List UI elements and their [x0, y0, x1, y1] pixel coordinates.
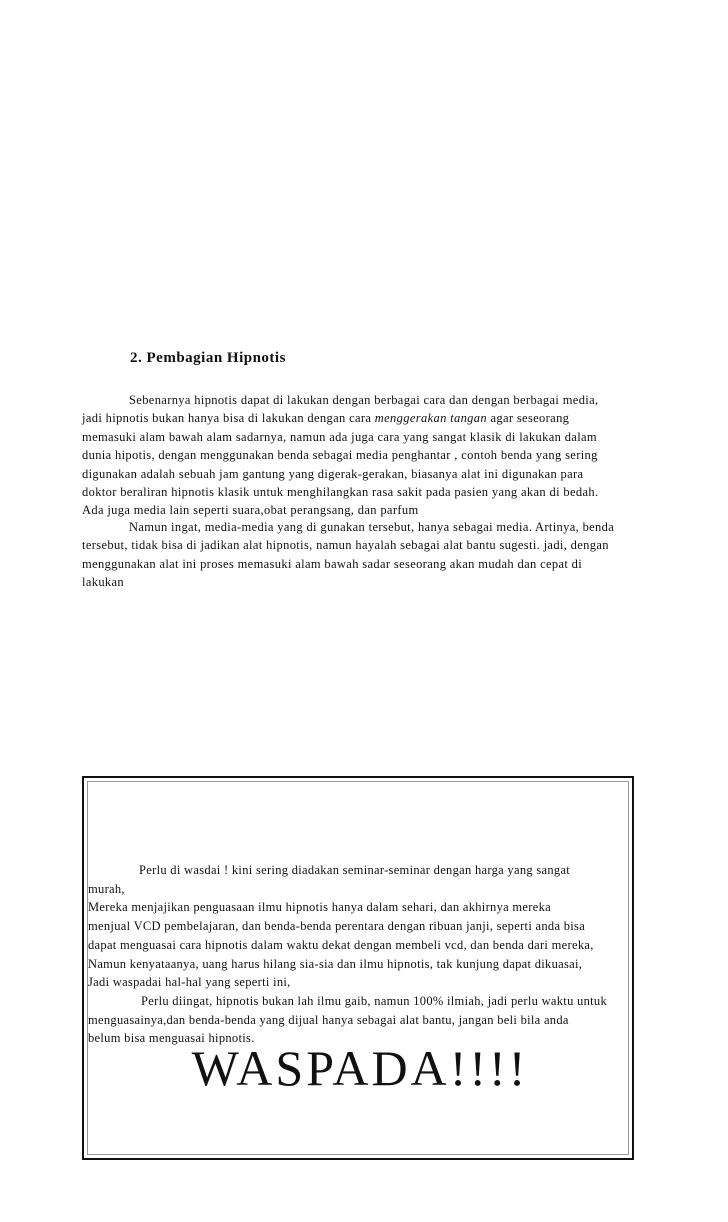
paragraph-line: Namun ingat, media-media yang di gunakan tersebut, hanya sebagai media. Artinya, benda	[129, 520, 615, 534]
notice-line: dapat menguasai cara hipnotis dalam waktu dekat dengan membeli vcd, dan benda dari mereka,	[88, 937, 594, 952]
notice-line: Perlu diingat, hipnotis bukan lah ilmu gaib, namun 100% ilmiah, jadi perlu waktu untuk	[141, 993, 608, 1008]
paragraph-2	[82, 518, 648, 592]
paragraph-line: Ada juga media lain seperti suara,obat perangsang, dan parfum	[82, 503, 419, 518]
paragraph-line: doktor beraliran hipnotis klasik untuk menghilangkan rasa sakit pada pasien yang akan di bedah.	[82, 485, 599, 500]
notice-line: Mereka menjajikan penguasaan ilmu hipnotis hanya dalam sehari, dan akhirnya mereka	[88, 900, 551, 915]
notice-line: Perlu di wasdai ! kini sering diadakan seminar-seminar dengan harga yang sangat	[139, 863, 571, 877]
notice-line: belum bisa menguasai hipnotis.	[88, 1031, 255, 1046]
paragraph-1	[82, 391, 648, 520]
paragraph-line: lakukan	[82, 575, 125, 590]
paragraph-line: tersebut, tidak bisa di jadikan alat hipnotis, namun hayalah sebagai alat bantu sugesti. jadi, dengan	[82, 538, 609, 553]
paragraph-line: memasuki alam bawah alam sadarnya, namun ada juga cara yang sangat klasik di lakukan dalam	[82, 429, 598, 444]
notice-text	[88, 861, 648, 1048]
notice-line: menguasainya,dan benda-benda yang dijual hanya sebagai alat bantu, jangan beli bila anda	[88, 1012, 569, 1027]
notice-line: menjual VCD pembelajaran, dan benda-benda perentara dengan ribuan janji, seperti anda bisa	[88, 919, 586, 934]
section-heading: 2. Pembagian Hipnotis	[130, 350, 286, 366]
paragraph-line: dunia hipotis, dengan menggunakan benda sebagai media penghantar , contoh benda yang sering	[82, 448, 598, 463]
paragraph-line: menggunakan alat ini proses memasuki alam bawah sadar seseorang akan mudah dan cepat di	[82, 556, 583, 571]
paragraph-line: jadi hipnotis bukan hanya bisa di lakukan dengan cara menggerakan tangan agar seseorang	[82, 411, 570, 426]
notice-line: Namun kenyataanya, uang harus hilang sia-sia dan ilmu hipnotis, tak kunjung dapat dikuasai,	[88, 956, 583, 971]
paragraph-line: digunakan adalah sebuah jam gantung yang digerak-gerakan, biasanya alat ini digunakan para	[82, 466, 584, 481]
emphasis-text: menggerakan tangan	[374, 411, 487, 426]
paragraph-line: Sebenarnya hipnotis dapat di lakukan dengan berbagai cara dan dengan berbagai media,	[129, 393, 599, 407]
warning-text: WASPADA!!!!	[191, 1040, 529, 1096]
notice-line: murah,	[88, 881, 125, 896]
notice-line: Jadi waspadai hal-hal yang seperti ini,	[88, 975, 291, 990]
